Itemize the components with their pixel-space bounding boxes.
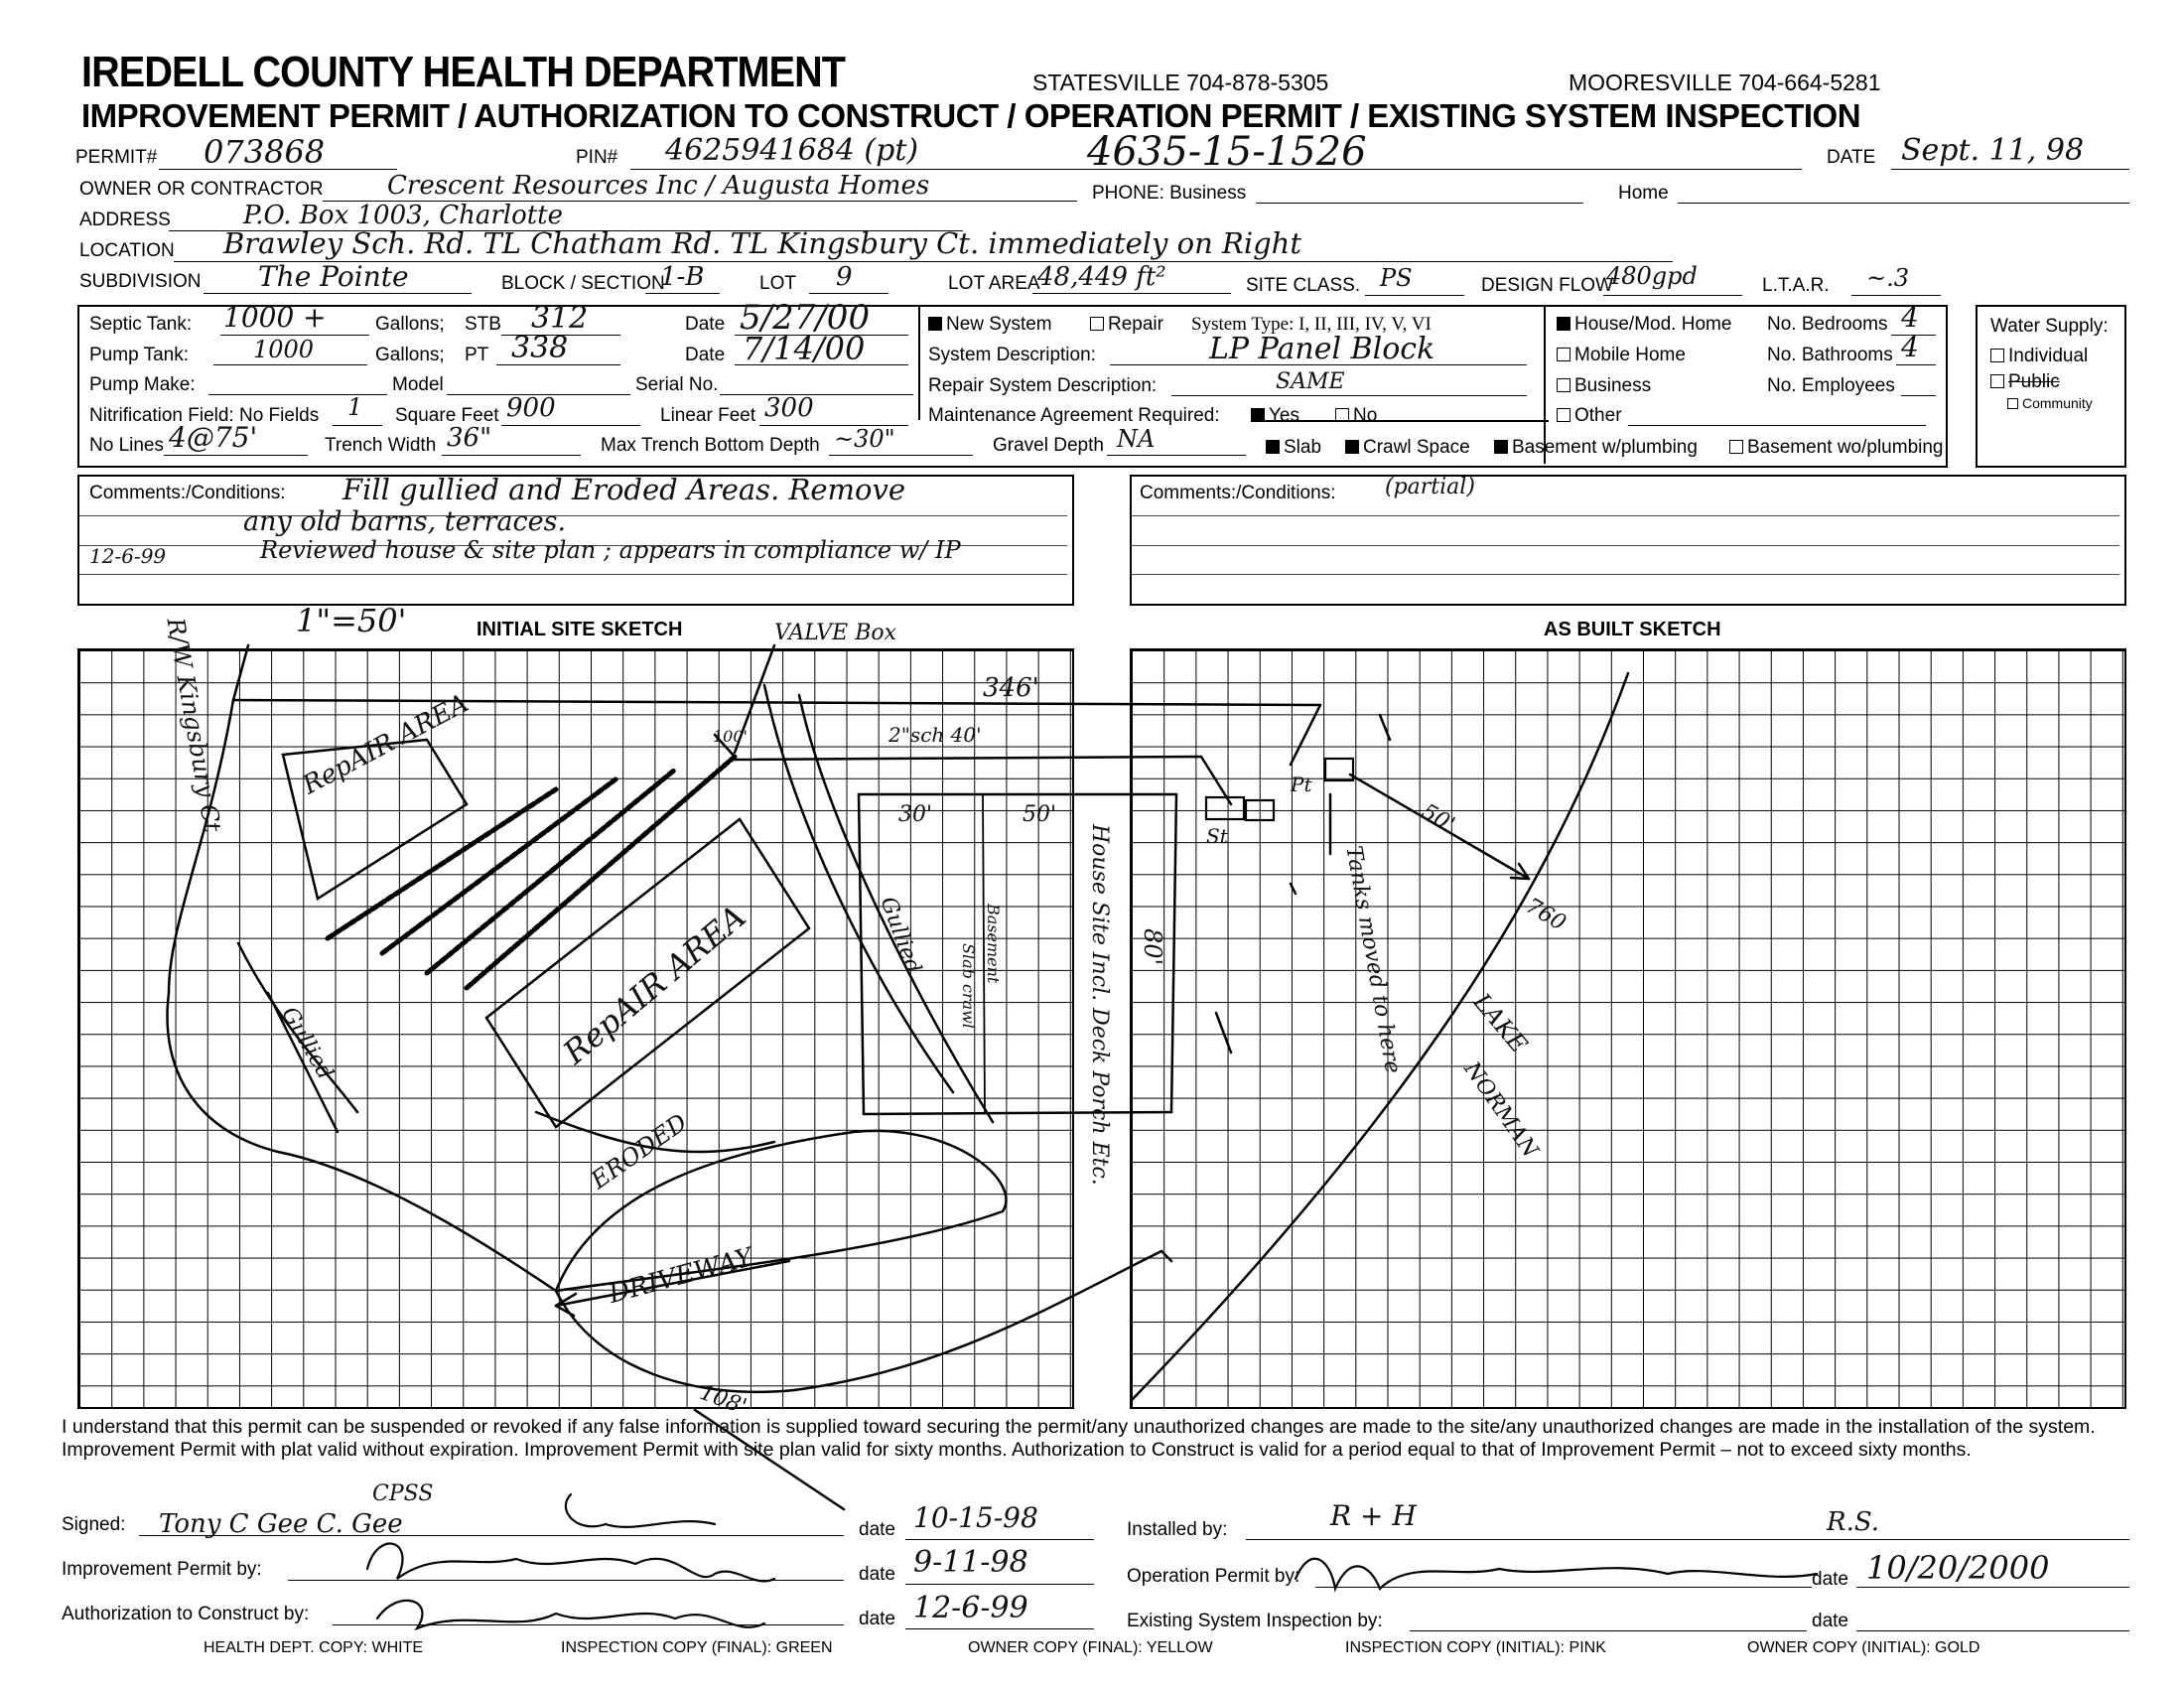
public-label: Public [2008, 371, 2060, 392]
house-label: House/Mod. Home [1574, 314, 1732, 335]
system-type-label: System Type: I, II, III, IV, V, VI [1191, 314, 1432, 335]
phone-home-label: Home [1618, 183, 1669, 204]
pump-make-label: Pump Make: [89, 374, 196, 395]
individual-label: Individual [2008, 346, 2089, 366]
repair-description-label: Repair System Description: [928, 375, 1158, 396]
installed-value: R + H [1330, 1499, 1417, 1532]
date-label: DATE [1827, 147, 1876, 168]
gallons-label-2: Gallons; [375, 345, 445, 365]
improvement-date-label: date [859, 1564, 895, 1585]
permit-number: 073868 [204, 133, 326, 171]
no-label: No [1353, 405, 1378, 426]
ltar-value: ~.3 [1866, 264, 1910, 292]
asbuilt-sketch-grid [1130, 648, 2126, 1409]
permit-statement: I understand that this permit can be suspended or revoked if any false information is supplied toward securing the permit/any unauthorized changes are made to the site/any unauthorized changes are made in the installation of the system. Improvement Permit with plat valid without expiration. Improvement Permit with site plan valid for sixty months. Authorization to Construct is valid for a period equal to that of Improvement Permit – not to exceed sixty months. [62, 1416, 2096, 1461]
permit-date: Sept. 11, 98 [1901, 133, 2085, 168]
other-label: Other [1574, 405, 1622, 426]
pump-tank-label: Pump Tank: [89, 345, 189, 365]
square-feet-value: 900 [506, 393, 556, 423]
individual-option[interactable] [1990, 346, 2088, 367]
installed-label: Installed by: [1127, 1519, 1228, 1540]
maintenance-yes[interactable] [1251, 405, 1299, 427]
dim-50: 50' [1023, 802, 1057, 827]
owner-label: OWNER OR CONTRACTOR [79, 179, 324, 200]
copy-inspection-initial: INSPECTION COPY (INITIAL): PINK [1345, 1639, 1606, 1656]
other-option[interactable] [1557, 405, 1622, 427]
crawl-checkbox[interactable] [1345, 440, 1359, 454]
phone-business-label: PHONE: Business [1092, 183, 1247, 204]
pin-number: 4625941684 (pt) [665, 133, 919, 168]
slab-checkbox[interactable] [1266, 440, 1280, 454]
pt-value: 338 [511, 331, 569, 365]
dim-100: 100' [713, 727, 748, 746]
dim-80: 80' [1139, 928, 1166, 966]
repair-option[interactable] [1090, 314, 1163, 336]
improvement-date: 9-11-98 [913, 1545, 1028, 1580]
design-flow-value: 480gpd [1606, 262, 1698, 290]
basement-wo-checkbox[interactable] [1729, 440, 1743, 454]
employees-label: No. Employees [1767, 375, 1895, 396]
serial-label: Serial No. [635, 374, 719, 395]
date2-label: Date [685, 345, 726, 365]
norman-label: NORMAN [1458, 1057, 1543, 1163]
ltar-label: L.T.A.R. [1762, 275, 1830, 296]
permit-subtitle: IMPROVEMENT PERMIT / AUTHORIZATION TO CONSTRUCT / OPERATION PERMIT / EXISTING SYSTEM INSPECTION [81, 97, 1861, 134]
house-site-label: House Site Incl. Deck Porch Etc. [1087, 824, 1112, 1186]
system-description-value: LP Panel Block [1209, 332, 1435, 366]
site-class-label: SITE CLASS. [1246, 275, 1361, 296]
comment-date: 12-6-99 [89, 544, 167, 568]
stb-label: STB [465, 314, 501, 335]
statesville-phone: STATESVILLE 704-878-5305 [1032, 70, 1329, 95]
new-system-checkbox[interactable] [928, 317, 942, 331]
site-class-value: PS [1380, 264, 1413, 292]
lake-label: LAKE [1467, 988, 1534, 1058]
department-title: IREDELL COUNTY HEALTH DEPARTMENT [81, 48, 846, 96]
pt-label: PT [465, 345, 489, 365]
rs-label: R.S. [1827, 1507, 1879, 1537]
no-checkbox[interactable] [1335, 408, 1349, 422]
basement-w-option[interactable] [1494, 437, 1698, 459]
linear-feet-label: Linear Feet [660, 405, 756, 426]
operation-date: 10/20/2000 [1866, 1549, 2050, 1587]
septic-tank-value: 1000 + [223, 301, 327, 334]
repair-checkbox[interactable] [1090, 317, 1104, 331]
mobile-option[interactable] [1557, 345, 1686, 366]
stb-value: 312 [531, 301, 589, 336]
max-depth-label: Max Trench Bottom Depth [601, 435, 820, 456]
sketch-scale: 1"=50' [296, 602, 407, 639]
individual-checkbox[interactable] [1990, 349, 2004, 362]
system-description-label: System Description: [928, 345, 1096, 365]
improvement-permit-label: Improvement Permit by: [62, 1559, 262, 1580]
basement-w-checkbox[interactable] [1494, 440, 1508, 454]
pin-label: PIN# [576, 147, 618, 168]
date1-label: Date [685, 314, 726, 335]
bedrooms-label: No. Bedrooms [1767, 314, 1888, 335]
permit-label: PERMIT# [75, 147, 158, 168]
date1-value: 5/27/00 [740, 298, 871, 338]
water-supply-label: Water Supply: [1990, 316, 2109, 337]
driveway-label: DRIVEWAY [606, 1242, 756, 1310]
subdivision-label: SUBDIVISION [79, 271, 202, 292]
crawl-label: Crawl Space [1363, 437, 1470, 458]
repair-area-1-label: RepAIR AREA [298, 688, 475, 801]
address-label: ADDRESS [79, 210, 171, 230]
new-system-label: New System [946, 314, 1052, 335]
basement-w-label: Basement w/plumbing [1512, 437, 1698, 458]
mobile-label: Mobile Home [1574, 345, 1686, 365]
tanks-moved-label: Tanks moved to here [1340, 844, 1406, 1076]
slab-crawl-label: Slab crawl [959, 943, 978, 1029]
gravel-depth-label: Gravel Depth [993, 435, 1104, 456]
public-checkbox[interactable] [1990, 374, 2004, 388]
repair-label: Repair [1108, 314, 1163, 335]
comment-line-2: any old barns, terraces. [243, 506, 567, 537]
fields-value: 1 [347, 393, 363, 421]
pump-tank-value: 1000 [253, 336, 315, 363]
slab-label: Slab [1284, 437, 1322, 458]
block-value: 1-B [660, 262, 705, 292]
lot-label: LOT [759, 273, 796, 294]
lot-area-value: 48,449 ft² [1037, 262, 1166, 292]
copy-owner-initial: OWNER COPY (INITIAL): GOLD [1747, 1639, 1980, 1656]
crawl-option[interactable] [1345, 437, 1470, 459]
basement-label: Basement [984, 904, 1003, 984]
eroded-label: ERODED [586, 1108, 693, 1195]
date2-value: 7/14/00 [743, 330, 866, 367]
copy-inspection-final: INSPECTION COPY (FINAL): GREEN [561, 1639, 833, 1656]
public-option[interactable] [1990, 371, 2060, 393]
address-value: P.O. Box 1003, Charlotte [243, 201, 564, 230]
other-checkbox[interactable] [1557, 408, 1570, 422]
repair-area-2-label: RepAIR AREA [556, 897, 753, 1072]
max-depth-value: ~30" [834, 425, 895, 453]
owner-value: Crescent Resources Inc / Augusta Homes [387, 171, 930, 201]
asbuilt-sketch-title: AS BUILT SKETCH [1544, 619, 1721, 640]
dim-346: 346' [983, 673, 1039, 703]
comment-line-1: Fill gullied and Eroded Areas. Remove [342, 473, 906, 506]
no-lines-label: No Lines [89, 435, 164, 456]
house-option[interactable] [1557, 314, 1731, 336]
business-checkbox[interactable] [1557, 378, 1570, 392]
repair-description-value: SAME [1276, 369, 1345, 394]
pump-tank-mark: Pt [1291, 773, 1312, 796]
copy-owner-final: OWNER COPY (FINAL): YELLOW [968, 1639, 1213, 1656]
trench-width-value: 36" [447, 423, 492, 453]
location-value: Brawley Sch. Rd. TL Chatham Rd. TL Kingsbury Ct. immediately on Right [223, 226, 1302, 260]
copy-health-dept: HEALTH DEPT. COPY: WHITE [204, 1639, 424, 1656]
comments-right-label: Comments:/Conditions: [1140, 483, 1336, 503]
existing-date-label: date [1812, 1611, 1848, 1631]
gravel-depth-value: NA [1117, 425, 1156, 453]
existing-inspection-label: Existing System Inspection by: [1127, 1611, 1383, 1631]
operation-date-label: date [1812, 1569, 1848, 1590]
dim-30: 30' [898, 802, 933, 827]
community-label: Community [2022, 395, 2093, 411]
linear-feet-value: 300 [764, 393, 814, 423]
nitrification-label: Nitrification Field: No Fields [89, 405, 320, 426]
pipe-label: 2"sch 40' [888, 723, 982, 747]
block-label: BLOCK / SECTION [501, 273, 665, 294]
operation-permit-label: Operation Permit by: [1127, 1566, 1300, 1587]
mobile-checkbox[interactable] [1557, 348, 1570, 361]
atc-date: 12-6-99 [913, 1591, 1028, 1625]
gullied-2-label: Gullied [276, 1003, 338, 1084]
design-flow-label: DESIGN FLOW [1481, 275, 1614, 296]
valve-box-label: VALVE Box [774, 621, 897, 645]
community-option[interactable] [2007, 395, 2093, 411]
house-checkbox[interactable] [1557, 317, 1570, 331]
yes-label: Yes [1269, 405, 1299, 426]
community-checkbox[interactable] [2007, 398, 2018, 409]
septic-tank-mark: St [1206, 824, 1228, 848]
model-label: Model [392, 374, 444, 395]
gullied-1-label: Gullied [875, 894, 926, 977]
signed-date: 10-15-98 [913, 1501, 1038, 1534]
square-feet-label: Square Feet [395, 405, 499, 426]
signed-label: Signed: [62, 1514, 126, 1535]
bathrooms-label: No. Bathrooms [1767, 345, 1893, 365]
comments-left-label: Comments:/Conditions: [89, 483, 286, 503]
mooresville-phone: MOORESVILLE 704-664-5281 [1569, 70, 1881, 95]
maintenance-no[interactable] [1335, 405, 1377, 427]
new-system-option[interactable] [928, 314, 1052, 336]
initial-sketch-title: INITIAL SITE SKETCH [477, 619, 683, 640]
signed-value: Tony C Gee C. Gee [159, 1509, 403, 1539]
trench-width-label: Trench Width [325, 435, 437, 456]
comments-right-note: (partial) [1385, 475, 1475, 499]
pin-extra: 4635-15-1526 [1087, 129, 1367, 175]
yes-checkbox[interactable] [1251, 408, 1265, 422]
slab-option[interactable] [1266, 437, 1321, 459]
business-label: Business [1574, 375, 1652, 396]
basement-wo-option[interactable] [1729, 437, 1944, 459]
maintenance-label: Maintenance Agreement Required: [928, 405, 1220, 426]
septic-tank-label: Septic Tank: [89, 314, 193, 335]
business-option[interactable] [1557, 375, 1651, 397]
lot-area-label: LOT AREA [948, 273, 1040, 294]
comment-line-3: Reviewed house & site plan ; appears in compliance w/ IP [260, 536, 961, 564]
signed-date-label: date [859, 1519, 895, 1540]
lot-value: 9 [836, 262, 853, 292]
atc-date-label: date [859, 1609, 895, 1629]
location-label: LOCATION [79, 240, 175, 261]
atc-label: Authorization to Construct by: [62, 1604, 310, 1624]
bathrooms-value: 4 [1901, 331, 1919, 363]
subdivision-value: The Pointe [258, 260, 409, 293]
road-label: R/W Kingsbury Ct [161, 616, 226, 835]
dim-108: 108' [696, 1380, 751, 1420]
basement-wo-label: Basement wo/plumbing [1747, 437, 1944, 458]
dim-50b: 50' [1417, 799, 1459, 838]
gallons-label-1: Gallons; [375, 314, 445, 335]
no-lines-value: 4@75' [169, 421, 258, 454]
dim-760: 760 [1521, 894, 1570, 936]
bedrooms-value: 4 [1901, 301, 1919, 334]
cpss-label: CPSS [372, 1481, 434, 1506]
